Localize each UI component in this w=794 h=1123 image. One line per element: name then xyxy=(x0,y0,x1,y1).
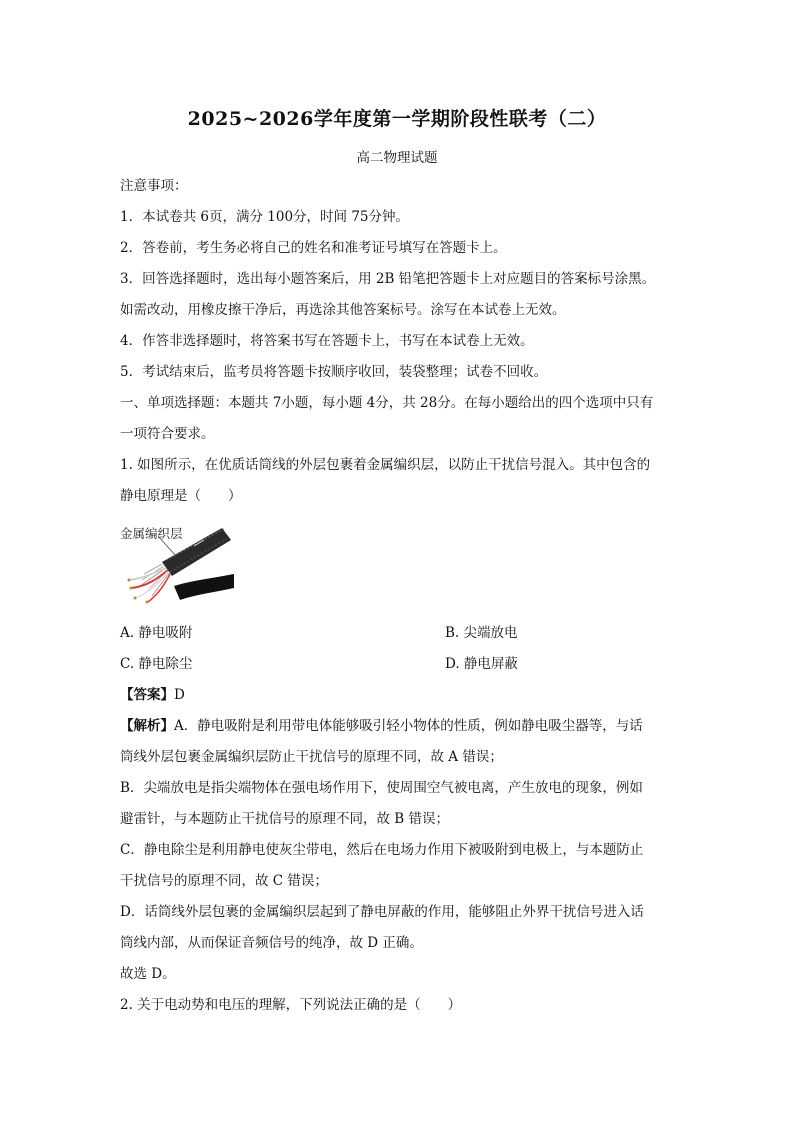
analysis-text: C．静电除尘是利用静电使灰尘带电，然后在电场力作用下被吸附到电极上，与本题防止 xyxy=(120,842,644,858)
notice-item: 如需改动，用橡皮擦干净后，再选涂其他答案标号。涂写在本试卷上无效。 xyxy=(120,302,566,318)
figure-label: 金属编织层 xyxy=(120,526,183,541)
answer-line xyxy=(120,685,185,705)
section-heading-cont: 一项符合要求。 xyxy=(120,426,215,442)
analysis-tag: 【解析】 xyxy=(120,718,174,734)
conclusion-text: 故选 D。 xyxy=(120,966,176,982)
notice-item: 2．答卷前，考生务必将自己的姓名和准考证号填写在答题卡上。 xyxy=(120,240,507,256)
option-d: D. 静电屏蔽 xyxy=(445,656,518,672)
question-1-stem-cont: 静电原理是（ ） xyxy=(120,488,242,504)
notice-item: 3．回答选择题时，选出每小题答案后，用 2B 铅笔把答题卡上对应题目的答案标号涂黑。 xyxy=(120,271,656,287)
question-1-stem: 1. 如图所示，在优质话筒线的外层包裹着金属编织层，以防止干扰信号混入。其中包含的 xyxy=(120,457,651,473)
question-2-stem: 2. 关于电动势和电压的理解，下列说法正确的是（ ） xyxy=(120,997,462,1013)
option-b: B. 尖端放电 xyxy=(445,625,518,641)
page-title: 2025~2026学年度第一学期阶段性联考（二） xyxy=(187,108,607,130)
analysis-text: B．尖端放电是指尖端物体在强电场作用下，使周围空气被电离，产生放电的现象，例如 xyxy=(120,780,643,796)
option-c: C. 静电除尘 xyxy=(120,656,193,672)
section-heading: 一、单项选择题：本题共 7小题，每小题 4分，共 28分。在每小题给出的四个选项中只有 xyxy=(120,395,654,411)
notice-item: 4．作答非选择题时，将答案书写在答题卡上，书写在本试卷上无效。 xyxy=(120,333,534,349)
notice-item: 1．本试卷共 6页，满分 100分，时间 75分钟。 xyxy=(120,209,409,225)
option-a: A. 静电吸附 xyxy=(120,625,193,641)
analysis-text: 筒线外层包裹金属编织层防止干扰信号的原理不同，故 A 错误； xyxy=(120,749,503,765)
answer-value: D xyxy=(174,687,185,703)
notice-item: 5．考试结束后，监考员将答题卡按顺序收回，装袋整理；试卷不回收。 xyxy=(120,364,548,380)
cable-figure xyxy=(118,522,234,608)
analysis-line xyxy=(120,716,643,736)
answer-tag: 【答案】 xyxy=(120,687,174,703)
notice-heading: 注意事项： xyxy=(120,178,188,194)
analysis-text: 干扰信号的原理不同，故 C 错误； xyxy=(120,873,328,889)
analysis-text: 筒线内部，从而保证音频信号的纯净，故 D 正确。 xyxy=(120,935,423,951)
analysis-text: A．静电吸附是利用带电体能够吸引轻小物体的性质，例如静电吸尘器等，与话 xyxy=(174,718,643,734)
page-subtitle: 高二物理试题 xyxy=(356,150,438,166)
analysis-text: D．话筒线外层包裹的金属编织层起到了静电屏蔽的作用，能够阻止外界干扰信号进入话 xyxy=(120,904,644,920)
analysis-text: 避雷针，与本题防止干扰信号的原理不同，故 B 错误； xyxy=(120,811,450,827)
